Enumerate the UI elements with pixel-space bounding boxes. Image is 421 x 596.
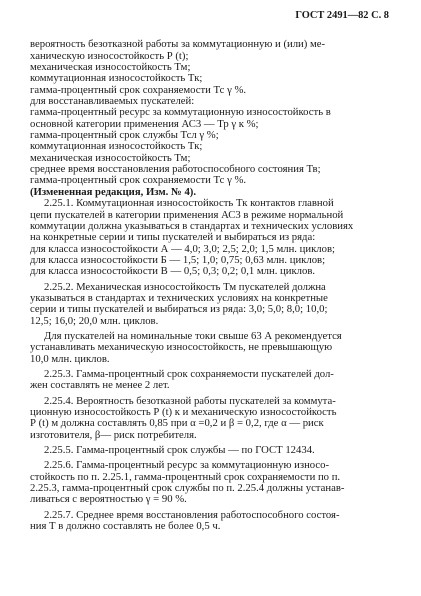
text-line: ханическую износостойкость Р (t); <box>30 49 189 62</box>
text-line: ния Т в должно составлять не более 0,5 ч. <box>30 520 221 533</box>
text-line: ционную износостойкость Р (t) к и механическую износостойкость <box>30 406 337 418</box>
text-line: стойкость по п. 2.25.1, гамма-процентный срок сохраняемости по п. <box>30 470 341 483</box>
text-line: для класса износостойкости А — 4,0; 3,0; 2,5; 2,0; 1,5 млн. циклов; <box>30 242 335 255</box>
text-line: ливаться с вероятностью γ = 90 %. <box>30 493 187 506</box>
text-line: для класса износостойкости В — 0,5; 0,3; 0,2; 0,1 млн. циклов. <box>30 265 316 278</box>
text-line: гамма-процентный срок службы Тсл γ %; <box>30 129 219 142</box>
body-text <box>30 39 391 532</box>
text-line: гамма-процентный срок сохраняемости Тс γ %. <box>30 83 247 96</box>
text-line: устанавливать механическую износостойкость, не превышающую <box>30 341 333 354</box>
text-line: на конкретные серии и типы пускателей и выбираться из ряда: <box>30 231 316 244</box>
text-line: коммутационная износостойкость Тк; <box>30 140 203 153</box>
text-line: 2.25.3, гамма-процентный срок службы по п. 2.25.4 должны устанав- <box>30 482 345 495</box>
text-line: гамма-процентный срок сохраняемости Тс γ %. <box>30 174 247 187</box>
text-line: 2.25.3. Гамма-процентный срок сохраняемости пускателей дол- <box>44 367 334 380</box>
text-line: 10,0 млн. циклов. <box>30 352 110 365</box>
text-line: (Измененная редакция, Изм. № 4). <box>30 185 197 198</box>
text-line: указываться в стандартах и технических условиях на конкретные <box>30 291 328 304</box>
text-line: для класса износостойкости Б — 1,5; 1,0; 0,75; 0,63 млн. циклов; <box>30 253 326 266</box>
page-header: ГОСТ 2491—82 С. 8 <box>295 10 389 21</box>
text-line: коммутационная износостойкость Тк; <box>30 72 203 85</box>
text-line: жен составлять не менее 2 лет. <box>30 379 170 392</box>
text-line: 2.25.1. Коммутационная износостойкость Тк контактов главной <box>44 197 334 210</box>
text-line: механическая износостойкость Тм; <box>30 61 191 74</box>
text-line: 2.25.2. Механическая износостойкость Тм пускателей должна <box>44 280 326 293</box>
text-line: Р (t) м должна составлять 0,85 при α =0,2 и β = 0,2, где α — риск <box>30 417 324 430</box>
text-line: 2.25.4. Вероятность безотказной работы пускателей за коммута- <box>44 394 336 407</box>
text-line: вероятность безотказной работы за коммутационную и (или) ме- <box>30 38 326 51</box>
text-line: Для пускателей на номинальные токи свыше 63 А рекомендуется <box>44 329 342 342</box>
text-line: коммутации должна указываться в стандартах и технических условиях <box>30 219 354 232</box>
text-line: 12,5; 16,0; 20,0 млн. циклов. <box>30 314 159 327</box>
text-line: цепи пускателей в категории применения АС3 в режиме нормальной <box>30 208 344 221</box>
text-line: 2.25.7. Среднее время восстановления работоспособного состоя- <box>44 508 340 521</box>
text-line: основной категории применения АС3 — Тр γ к %; <box>30 117 259 130</box>
text-line: 2.25.5. Гамма-процентный срок службы — по ГОСТ 12434. <box>44 444 315 457</box>
text-line: механическая износостойкость Тм; <box>30 151 191 164</box>
text-line: гамма-процентный ресурс за коммутационную износостойкость в <box>30 106 331 119</box>
text-line: изготовителя, β— риск потребителя. <box>30 428 197 441</box>
text-line: для восстанавливаемых пускателей: <box>30 95 195 108</box>
text-line: 2.25.6. Гамма-процентный ресурс за коммутационную износо- <box>44 459 330 472</box>
text-line: серии и типы пускателей и выбираться из ряда: 3,0; 5,0; 8,0; 10,0; <box>30 303 328 316</box>
text-line: среднее время восстановления работоспособного состояния Тв; <box>30 163 321 176</box>
